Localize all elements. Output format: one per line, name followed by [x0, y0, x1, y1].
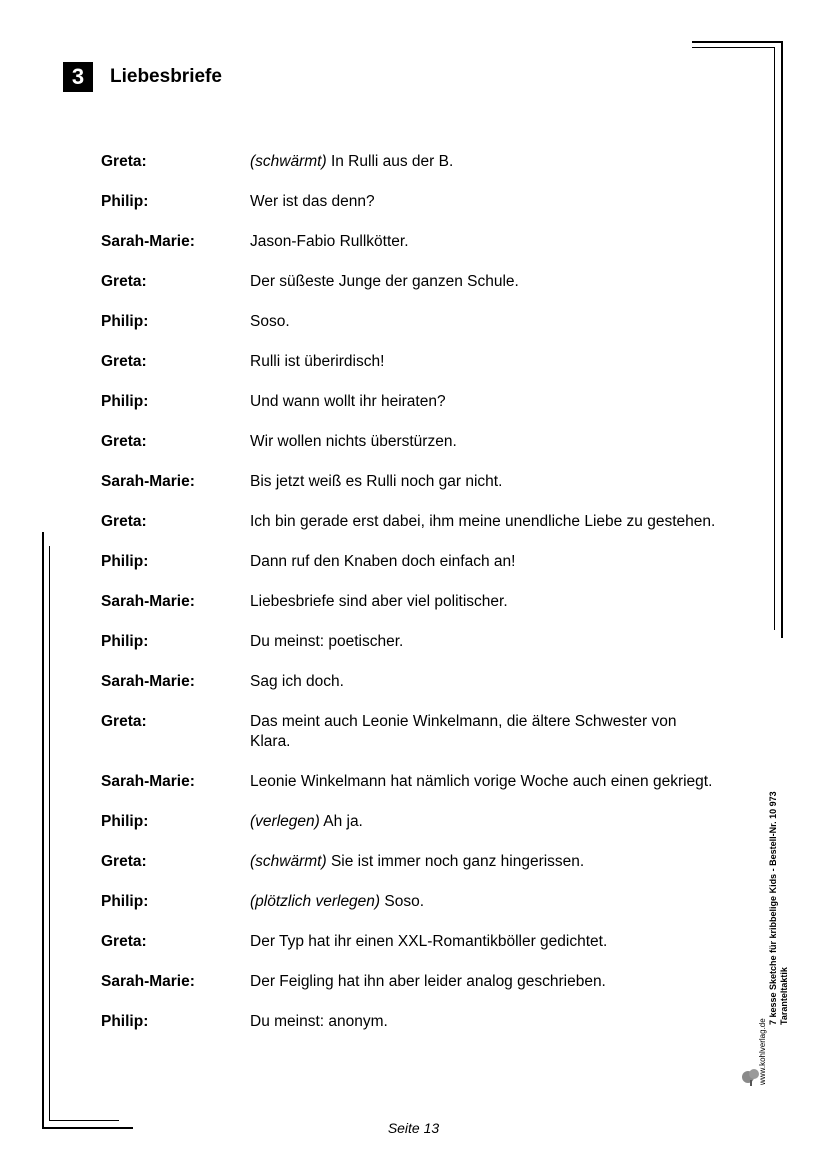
dialogue-line: [101, 812, 721, 832]
dialogue-line: [101, 512, 721, 532]
speaker-name: Greta:: [101, 353, 147, 370]
dialogue-line: [101, 352, 721, 372]
stage-direction: (schwärmt): [250, 853, 327, 870]
spoken-text: Bis jetzt weiß es Rulli noch gar nicht.: [250, 473, 503, 490]
speaker-name: Greta:: [101, 853, 147, 870]
speaker-name: Sarah-Marie:: [101, 233, 195, 250]
dialogue-line: [101, 432, 721, 452]
dialogue-text: [250, 892, 721, 912]
dialogue-text: [250, 932, 721, 952]
dialogue-text: [250, 592, 721, 612]
dialogue-line: [101, 392, 721, 412]
dialogue-line: [101, 272, 721, 292]
sidebar-info: [757, 735, 797, 1085]
frame-line: [49, 546, 50, 1120]
dialogue-line: [101, 152, 721, 172]
publisher-url: www.kohlverlag.de: [758, 1018, 767, 1085]
speaker-name: Sarah-Marie:: [101, 773, 195, 790]
speaker-name: Philip:: [101, 813, 149, 830]
spoken-text: Wer ist das denn?: [250, 193, 375, 210]
frame-line: [692, 41, 783, 43]
dialogue-line: [101, 472, 721, 492]
speaker-name: Philip:: [101, 393, 149, 410]
speaker-name: Greta:: [101, 273, 147, 290]
dialogue-text: [250, 392, 721, 412]
dialogue-text: [250, 272, 721, 292]
speaker-name: Philip:: [101, 893, 149, 910]
dialogue-text: [250, 312, 721, 332]
dialogue-line: [101, 712, 721, 752]
dialogue-text: [250, 812, 721, 832]
speaker-name: Philip:: [101, 1013, 149, 1030]
stage-direction: (schwärmt): [250, 153, 327, 170]
frame-line: [692, 47, 774, 48]
chapter-number: 3: [63, 62, 93, 92]
spoken-text: Dann ruf den Knaben doch einfach an!: [250, 553, 516, 570]
dialogue-text: [250, 972, 721, 992]
dialogue-line: [101, 552, 721, 572]
dialogue-line: [101, 932, 721, 952]
dialogue-text: [250, 852, 721, 872]
spoken-text: Du meinst: poetischer.: [250, 633, 404, 650]
speaker-name: Greta:: [101, 153, 147, 170]
stage-direction: (plötzlich verlegen): [250, 893, 381, 910]
spoken-text: Und wann wollt ihr heiraten?: [250, 393, 446, 410]
dialogue-text: [250, 192, 721, 212]
dialogue-line: [101, 312, 721, 332]
dialogue-line: [101, 672, 721, 692]
page-number: Seite 13: [387, 1120, 440, 1136]
chapter-header: [63, 62, 222, 92]
dialogue-list: [101, 152, 721, 1052]
dialogue-line: [101, 1012, 721, 1032]
speaker-name: Sarah-Marie:: [101, 473, 195, 490]
speaker-name: Philip:: [101, 553, 149, 570]
spoken-text: Das meint auch Leonie Winkelmann, die ältere Schwester von Klara.: [250, 713, 681, 750]
dialogue-line: [101, 192, 721, 212]
speaker-name: Sarah-Marie:: [101, 593, 195, 610]
dialogue-text: [250, 232, 721, 252]
dialogue-line: [101, 232, 721, 252]
spoken-text: Soso.: [250, 313, 290, 330]
dialogue-line: [101, 972, 721, 992]
speaker-name: Greta:: [101, 433, 147, 450]
spoken-text: Der Typ hat ihr einen XXL-Romantikböller gedichtet.: [250, 933, 608, 950]
speaker-name: Philip:: [101, 193, 149, 210]
dialogue-text: [250, 352, 721, 372]
dialogue-text: [250, 632, 721, 652]
speaker-name: Philip:: [101, 633, 149, 650]
speaker-name: Philip:: [101, 313, 149, 330]
spoken-text: Du meinst: anonym.: [250, 1013, 388, 1030]
dialogue-line: [101, 892, 721, 912]
spoken-text: Jason-Fabio Rullkötter.: [250, 233, 409, 250]
dialogue-line: [101, 772, 721, 792]
stage-direction: (verlegen): [250, 813, 320, 830]
spoken-text: Sie ist immer noch ganz hingerissen.: [326, 853, 585, 870]
spoken-text: Rulli ist überirdisch!: [250, 353, 385, 370]
dialogue-text: [250, 472, 721, 492]
chapter-title: Liebesbriefe: [110, 66, 222, 87]
spoken-text: Soso.: [380, 893, 425, 910]
dialogue-text: [250, 152, 721, 172]
dialogue-text: [250, 772, 721, 792]
spoken-text: Der süßeste Junge der ganzen Schule.: [250, 273, 519, 290]
frame-line: [774, 47, 775, 630]
speaker-name: Greta:: [101, 933, 147, 950]
spoken-text: Wir wollen nichts überstürzen.: [250, 433, 457, 450]
dialogue-line: [101, 592, 721, 612]
spoken-text: Ich bin gerade erst dabei, ihm meine unendliche Liebe zu gestehen.: [250, 513, 716, 530]
spoken-text: Sag ich doch.: [250, 673, 344, 690]
spoken-text: In Rulli aus der B.: [326, 153, 454, 170]
dialogue-text: [250, 512, 721, 532]
dialogue-text: [250, 432, 721, 452]
dialogue-text: [250, 672, 721, 692]
dialogue-text: [250, 712, 721, 752]
frame-line: [781, 41, 783, 638]
frame-line: [42, 532, 44, 1129]
dialogue-text: [250, 1012, 721, 1032]
speaker-name: Sarah-Marie:: [101, 673, 195, 690]
dialogue-line: [101, 852, 721, 872]
speaker-name: Sarah-Marie:: [101, 973, 195, 990]
dialogue-line: [101, 632, 721, 652]
sidebar-title: Taranteltaktik: [779, 967, 789, 1025]
speaker-name: Greta:: [101, 713, 147, 730]
speaker-name: Greta:: [101, 513, 147, 530]
sidebar-subtitle: 7 kesse Sketche für kribbelige Kids - Bestell-Nr. 10 973: [768, 791, 778, 1025]
spoken-text: Ah ja.: [319, 813, 363, 830]
dialogue-text: [250, 552, 721, 572]
spoken-text: Leonie Winkelmann hat nämlich vorige Woche auch einen gekriegt.: [250, 773, 713, 790]
spoken-text: Der Feigling hat ihn aber leider analog geschrieben.: [250, 973, 606, 990]
spoken-text: Liebesbriefe sind aber viel politischer.: [250, 593, 508, 610]
